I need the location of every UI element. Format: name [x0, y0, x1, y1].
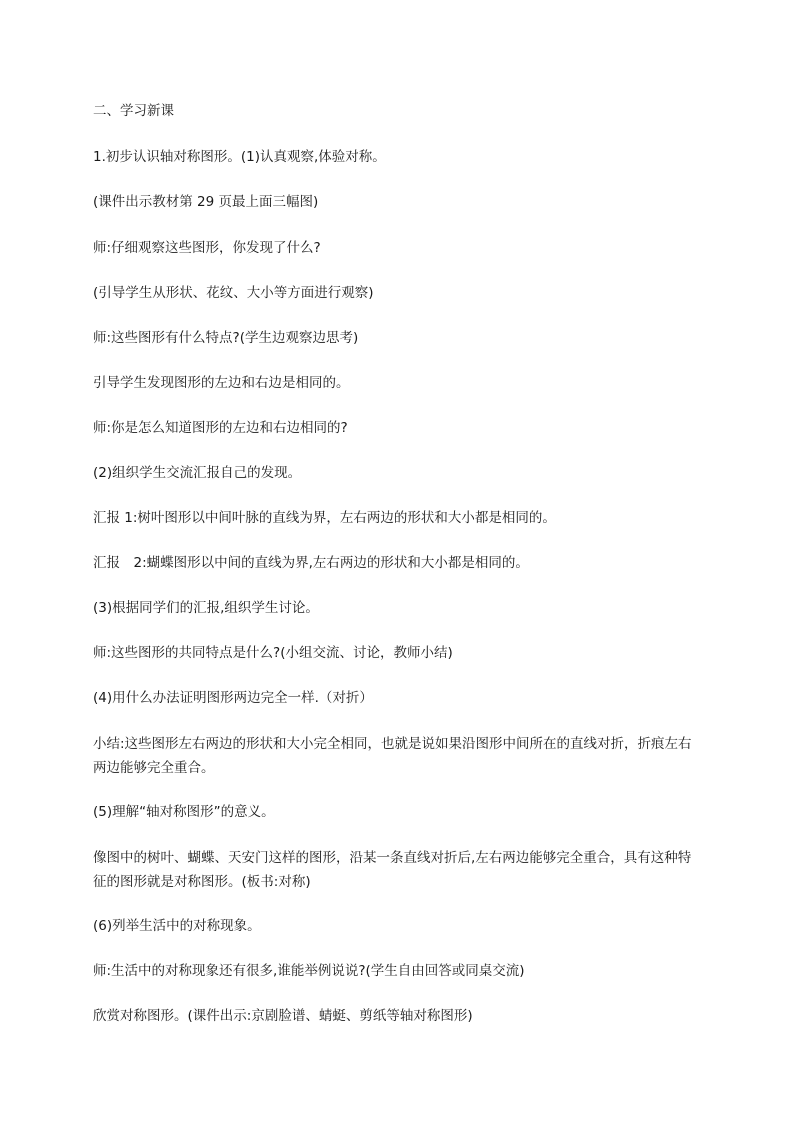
paragraph-16: 像图中的树叶、蝴蝶、天安门这样的图形，沿某一条直线对折后,左右两边能够完全重合，具有这种特征的图形就是对称图形。(板书:对称): [93, 850, 692, 890]
paragraph-3: 师:仔细观察这些图形，你发现了什么?: [93, 240, 321, 256]
paragraph-10: 汇报 2:蝴蝶图形以中间的直线为界,左右两边的形状和大小都是相同的。: [93, 555, 529, 571]
paragraph-19: 欣赏对称图形。(课件出示:京剧脸谱、蜻蜓、剪纸等轴对称图形): [93, 1008, 473, 1024]
paragraph-17: (6)列举生活中的对称现象。: [93, 918, 261, 934]
paragraph-18: 师:生活中的对称现象还有很多,谁能举例说说?(学生自由回答或同桌交流): [93, 963, 525, 979]
paragraph-14: 小结:这些图形左右两边的形状和大小完全相同，也就是说如果沿图形中间所在的直线对折，折痕左右两边能够完全重合。: [93, 736, 692, 776]
paragraph-12: 师:这些图形的共同特点是什么?(小组交流、讨论，教师小结): [93, 645, 453, 661]
paragraph-4: (引导学生从形状、花纹、大小等方面进行观察): [93, 285, 374, 301]
section-heading: 二、学习新课: [93, 103, 174, 119]
paragraph-1: 1.初步认识轴对称图形。(1)认真观察,体验对称。: [93, 149, 386, 165]
paragraph-6: 引导学生发现图形的左边和右边是相同的。: [93, 375, 350, 391]
paragraph-11: (3)根据同学们的汇报,组织学生讨论。: [93, 600, 319, 616]
paragraph-2: (课件出示教材第 29 页最上面三幅图): [93, 194, 319, 210]
paragraph-8: (2)组织学生交流汇报自己的发现。: [93, 465, 302, 481]
paragraph-5: 师:这些图形有什么特点?(学生边观察边思考): [93, 330, 359, 346]
paragraph-9: 汇报 1:树叶图形以中间叶脉的直线为界，左右两边的形状和大小都是相同的。: [93, 510, 556, 526]
paragraph-13: (4)用什么办法证明图形两边完全一样.（对折）: [93, 690, 373, 706]
paragraph-7: 师:你是怎么知道图形的左边和右边相同的?: [93, 420, 348, 436]
paragraph-15: (5)理解“轴对称图形”的意义。: [93, 804, 275, 820]
